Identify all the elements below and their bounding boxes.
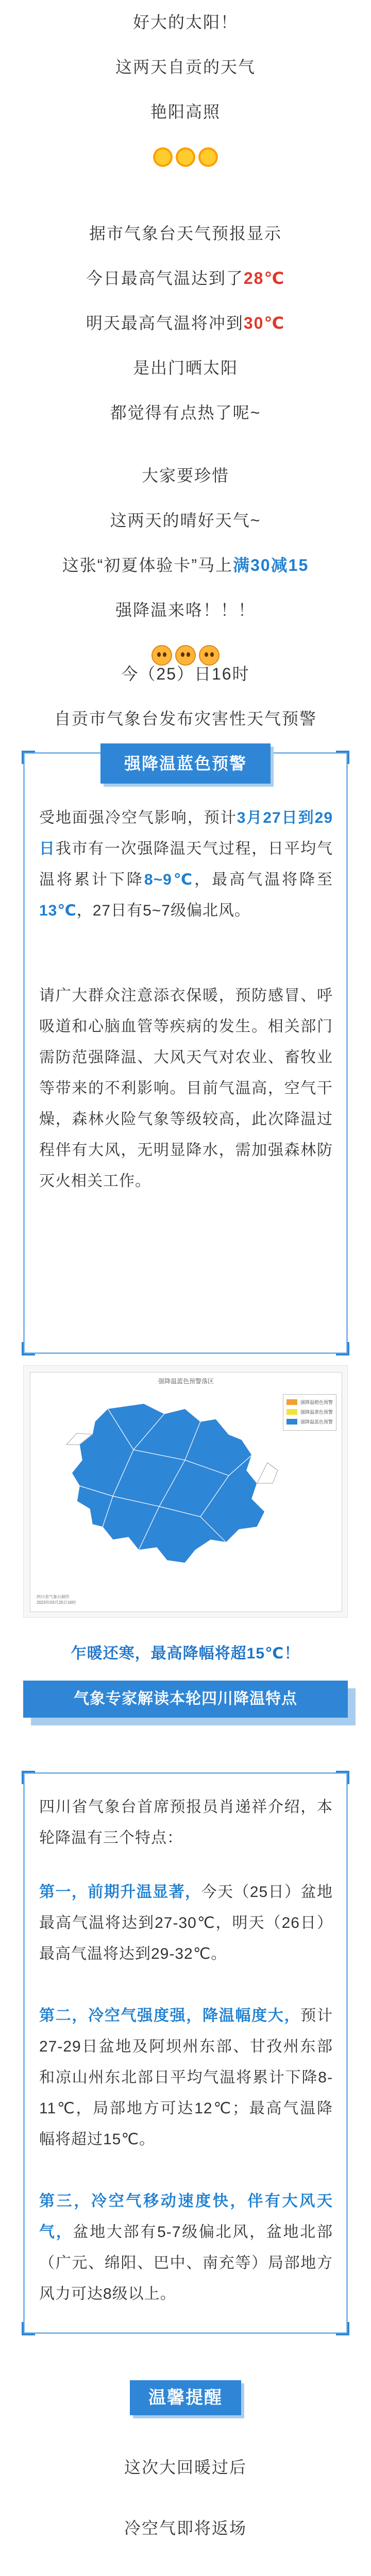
expert-section-banner: 气象专家解读本轮四川降温特点 (23, 1681, 348, 1718)
cherish-line-3: 这张“初夏体验卡”马上满30减15 (62, 556, 309, 574)
sun-icon (153, 147, 173, 167)
forecast-line-5: 都觉得有点热了呢~ (110, 403, 261, 422)
tip-line-2: 冷空气即将返场 (124, 2519, 247, 2537)
forecast-line-3: 明天最高气温将冲到30℃ (86, 314, 285, 332)
warm-tips-section (0, 2437, 371, 2576)
forecast-line-2: 今日最高气温达到了28℃ (86, 269, 285, 287)
tip-line-3 (0, 2558, 371, 2576)
card-corner (22, 2322, 35, 2335)
card-corner (336, 1342, 349, 1355)
intro-section (0, 0, 371, 179)
forecast-line-4: 是出门晒太阳 (132, 359, 238, 377)
sun-icon (198, 147, 218, 167)
warning-card-title: 强降温蓝色预警 (100, 743, 271, 784)
today-high-temp: 28℃ (243, 269, 285, 287)
announce-line-1: 今（25）日16时 (121, 665, 250, 683)
forecast-section (0, 211, 371, 435)
cherish-line-1: 大家要珍惜 (141, 466, 229, 485)
sun-emoji-row (0, 134, 371, 179)
announce-line-2: 自贡市气象台发布灾害性天气预警 (54, 709, 317, 728)
subtitle-headline: 乍暖还寒，最高降幅将超15℃！ (71, 1645, 300, 1662)
map-frame (30, 1372, 342, 1612)
expert-point-3: 第三，冷空气移动速度快，伴有大风天气，盆地大部有5-7级偏北风，盆地北部（广元、绵阳、巴中、南充等）局部地方风力可达8级以上。 (39, 2193, 333, 2302)
card-corner (336, 751, 349, 764)
announcement-section (0, 652, 371, 741)
legend-item-orange: 强降温橙色预警 (286, 1398, 333, 1406)
intro-line-1: 好大的太阳！ (132, 13, 238, 31)
sun-icon (176, 147, 195, 167)
warm-tips-title: 温馨提醒 (130, 2380, 241, 2415)
cherish-section (0, 453, 371, 677)
warning-map-image (23, 1365, 348, 1618)
blue-warning-region (72, 1403, 265, 1563)
expert-analysis-card (23, 1772, 348, 2334)
cherish-line-4: 强降温来咯！！！ (115, 601, 256, 619)
expert-intro: 四川省气象台首席预报员肖递祥介绍，本轮降温有三个特点： (39, 1799, 333, 1846)
blue-warning-card (23, 752, 348, 1354)
card-corner (22, 1771, 35, 1784)
warning-paragraph-2: 请广大群众注意添衣保暖，预防感冒、呼吸道和心脑血管等疾病的发生。相关部门需防范强降温、大风天气对农业、畜牧业等带来的不利影响。目前气温高，空气干燥，森林火险气象等级较高，此次降温过程伴有大风，无明显降水，需加强森林防灭火相关工作。 (39, 987, 333, 1190)
cherish-line-2: 这两天的晴好天气~ (110, 511, 261, 530)
card-corner (22, 751, 35, 764)
forecast-line-1: 据市气象台天气预报显示 (89, 224, 282, 243)
legend-swatch (286, 1419, 297, 1425)
card-corner (22, 1342, 35, 1355)
map-title: 强降温蓝色预警落区 (158, 1378, 214, 1385)
intro-line-2: 这两天自贡的天气 (115, 58, 256, 76)
legend-swatch (286, 1399, 297, 1405)
expert-point-1: 第一，前期升温显著，今天（25日）盆地最高气温将达到27-30℃，明天（26日）最高气温将达到29-32℃。 (39, 1884, 333, 1962)
legend-item-yellow: 强降温黄色预警 (286, 1408, 333, 1416)
warning-paragraph-1: 受地面强冷空气影响，预计3月27日到29日我市有一次强降温天气过程，日平均气温将累计下降8~9℃，最高气温将降至13℃，27日有5~7级偏北风。 (39, 809, 333, 919)
tip-line-1: 这次大回暖过后 (124, 2458, 247, 2477)
tomorrow-high-temp: 30℃ (243, 314, 285, 332)
legend-swatch (286, 1409, 297, 1415)
map-legend (283, 1394, 336, 1431)
discount-highlight: 满30减15 (233, 556, 309, 574)
intro-line-3: 艳阳高照 (150, 103, 221, 121)
card-corner (336, 2322, 349, 2335)
map-footer: 四川省气象台制作 2023年03月25日16时 (37, 1595, 76, 1605)
legend-item-blue: 强降温蓝色预警 (286, 1417, 333, 1426)
card-corner (336, 1771, 349, 1784)
expert-point-2: 第二，冷空气强度强，降温幅度大，预计27-29日盆地及阿坝州东部、甘孜州东部和凉山州东北部日平均气温将累计下降8-11℃，局部地方可达12℃；最高气温降幅将超过15℃。 (39, 2007, 333, 2148)
